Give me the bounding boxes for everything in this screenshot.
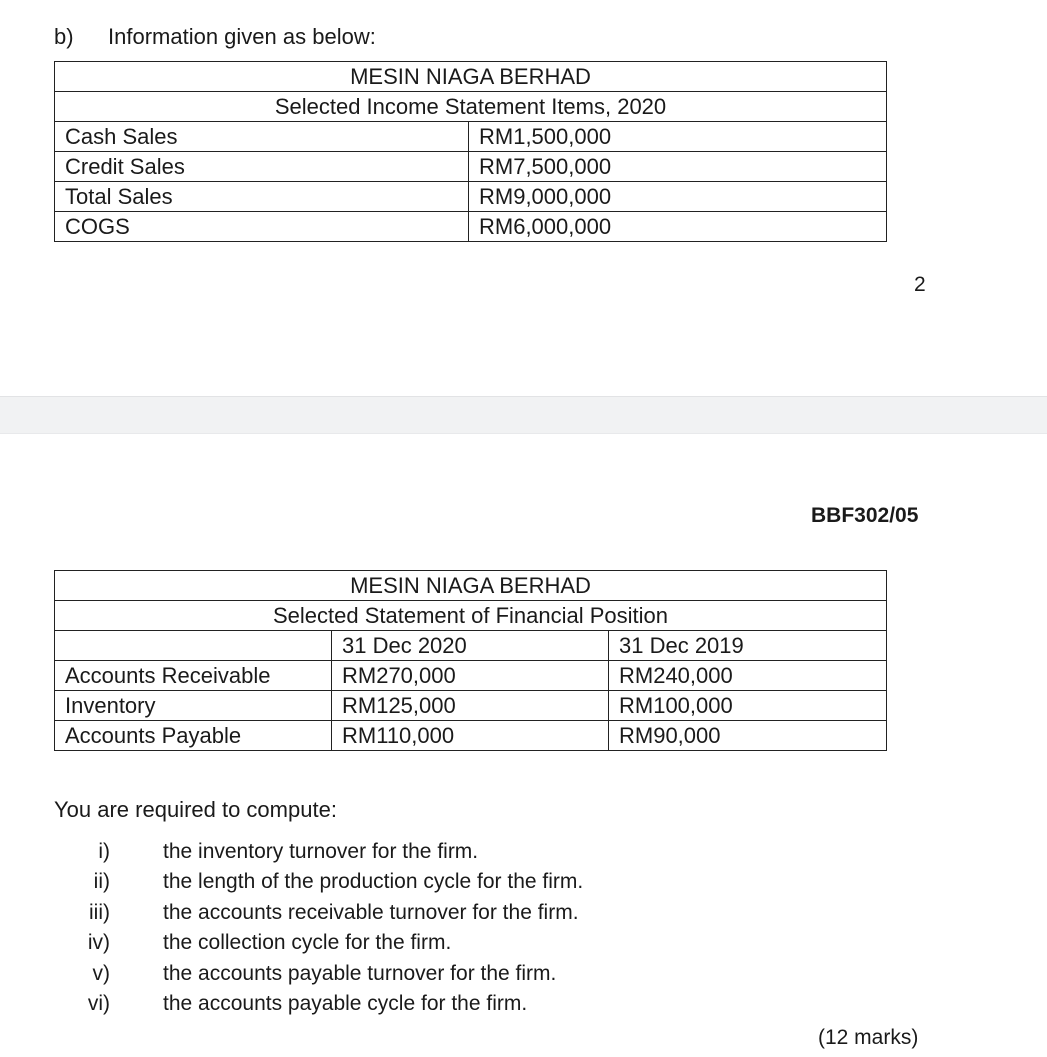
row-item: Credit Sales (55, 152, 469, 182)
table-title-row (55, 571, 887, 601)
question-text: the collection cycle for the firm. (163, 931, 452, 955)
question-text: the accounts payable cycle for the firm. (163, 991, 528, 1015)
row-item: COGS (55, 212, 469, 242)
question-number: i) (98, 840, 110, 863)
header-blank (55, 631, 332, 661)
list-item (60, 928, 760, 958)
list-item (60, 959, 760, 989)
row-value-2019: RM240,000 (609, 661, 887, 691)
column-header-2020: 31 Dec 2020 (332, 631, 609, 661)
table-row (55, 122, 887, 152)
table-title-row (55, 62, 887, 92)
list-item (60, 867, 760, 897)
table-row (55, 152, 887, 182)
row-value-2020: RM125,000 (332, 691, 609, 721)
question-text: the accounts receivable turnover for the firm. (163, 900, 579, 924)
list-item (60, 989, 760, 1019)
question-list (60, 837, 760, 1019)
question-text: the length of the production cycle for the firm. (163, 870, 584, 894)
question-number: ii) (93, 870, 110, 894)
table-row (55, 182, 887, 212)
row-item: Inventory (55, 691, 332, 721)
row-value-2020: RM110,000 (332, 721, 609, 751)
table-subtitle-row (55, 92, 887, 122)
table-row (55, 661, 887, 691)
question-text: the inventory turnover for the firm. (163, 840, 479, 863)
row-item: Cash Sales (55, 122, 469, 152)
row-item: Total Sales (55, 182, 469, 212)
row-value-2020: RM270,000 (332, 661, 609, 691)
table-row (55, 212, 887, 242)
question-number: iii) (89, 900, 110, 924)
questions-prompt: You are required to compute: (54, 797, 337, 822)
row-value-2019: RM90,000 (609, 721, 887, 751)
question-number: v) (92, 961, 110, 985)
row-item: Accounts Payable (55, 721, 332, 751)
marks-label: (12 marks) (818, 1026, 919, 1049)
list-item (60, 837, 760, 867)
financial-position-table (54, 570, 887, 751)
section-label: b) (54, 24, 74, 49)
row-value: RM7,500,000 (469, 152, 887, 182)
table-subtitle: Selected Statement of Financial Position (55, 601, 887, 631)
table-header-row (55, 631, 887, 661)
question-number: vi) (87, 991, 110, 1015)
page-break (0, 396, 1047, 434)
company-name: MESIN NIAGA BERHAD (55, 571, 887, 601)
column-header-2019: 31 Dec 2019 (609, 631, 887, 661)
list-item (60, 898, 760, 928)
row-value-2019: RM100,000 (609, 691, 887, 721)
row-value: RM9,000,000 (469, 182, 887, 212)
course-code: BBF302/05 (811, 504, 919, 527)
row-value: RM1,500,000 (469, 122, 887, 152)
table-row (55, 721, 887, 751)
table-row (55, 691, 887, 721)
table-subtitle-row (55, 601, 887, 631)
table-subtitle: Selected Income Statement Items, 2020 (55, 92, 887, 122)
row-item: Accounts Receivable (55, 661, 332, 691)
question-number: iv) (87, 931, 110, 955)
income-statement-table (54, 61, 887, 242)
section-intro: Information given as below: (108, 24, 376, 49)
row-value: RM6,000,000 (469, 212, 887, 242)
page-number: 2 (914, 273, 926, 296)
company-name: MESIN NIAGA BERHAD (55, 62, 887, 92)
question-text: the accounts payable turnover for the firm. (163, 961, 557, 985)
